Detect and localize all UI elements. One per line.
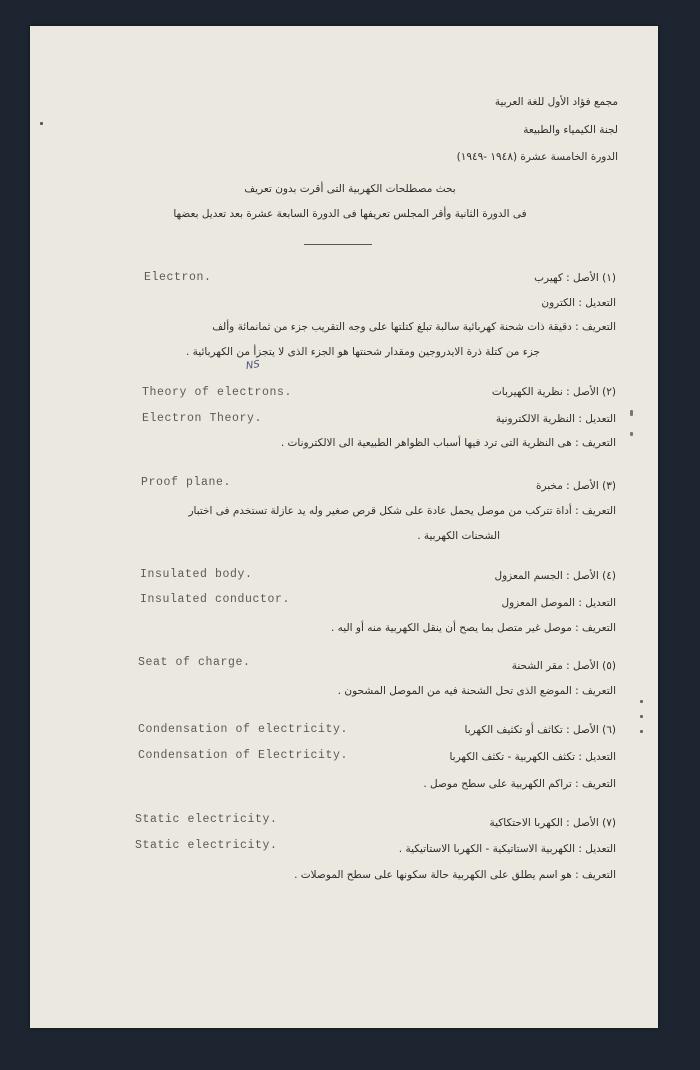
entry-heading: (٣) الأصل : مخبرة	[535, 480, 616, 492]
handwritten-note: NS	[245, 359, 261, 372]
english-term: Insulated conductor.	[140, 593, 291, 606]
entry-line: التعديل : الكترون	[541, 297, 616, 309]
document-title: بحث مصطلحات الكهربية التى أقرت بدون تعريف	[244, 183, 456, 195]
english-term: Seat of charge.	[138, 656, 251, 669]
session-line: الدورة الخامسة عشرة (١٩٤٨ -١٩٤٩)	[456, 151, 618, 163]
entry-line: التعديل : الكهربية الاستاتيكية - الكهربا الاستاتيكية .	[398, 843, 616, 855]
entry-line: التعريف : موصل غير متصل بما يصح أن ينقل الكهربية منه أو اليه .	[331, 622, 616, 634]
punch-mark	[640, 730, 643, 733]
entry-line: التعديل : النظرية الالكترونية	[495, 413, 616, 425]
entry-line: التعريف : هى النظرية التى ترد فيها أسباب الظواهر الطبيعية الى الالكترونات .	[280, 437, 616, 449]
entry-line: جزء من كتلة ذرة الايدروجين ومقدار شحنتها هو الجزء الذى لا يتجزأ من الكهربائية .	[185, 346, 540, 358]
title-divider	[304, 244, 372, 245]
english-term: Theory of electrons.	[142, 386, 293, 399]
entry-line: التعريف : تراكم الكهربية على سطح موصل .	[423, 778, 616, 790]
english-term: Static electricity.	[135, 839, 278, 852]
entry-heading: (٤) الأصل : الجسم المعزول	[494, 570, 616, 582]
punch-mark	[630, 410, 633, 416]
entry-heading: (٢) الأصل : نظرية الكهيربات	[491, 386, 616, 398]
english-term: Electron Theory.	[142, 412, 263, 425]
document-subtitle: فى الدورة الثانية وأقر المجلس تعريفها فى الدورة السابعة عشرة بعد تعديل بعضها	[173, 208, 527, 220]
english-term: Condensation of Electricity.	[138, 749, 349, 762]
entry-line: التعريف : دقيقة ذات شحنة كهربائية سالبة تبلغ كتلتها على وجه التقريب جزء من ثمانمائة وألف	[212, 321, 616, 333]
english-term: Electron.	[144, 271, 212, 284]
entry-heading: (١) الأصل : كهيرب	[534, 272, 616, 284]
entry-heading: (٦) الأصل : تكاثف أو تكثيف الكهربا	[464, 724, 616, 736]
punch-mark	[40, 122, 43, 125]
english-term: Insulated body.	[140, 568, 253, 581]
entry-heading: (٥) الأصل : مقر الشحنة	[511, 660, 616, 672]
entry-line: التعديل : تكثف الكهربية - تكثف الكهربا	[449, 751, 616, 763]
english-term: Proof plane.	[141, 476, 232, 489]
entry-line: التعريف : الموضع الذى تحل الشحنة فيه من الموصل المشحون .	[337, 685, 616, 697]
english-term: Condensation of electricity.	[138, 723, 349, 736]
entry-heading: (٧) الأصل : الكهربا الاحتكاكية	[489, 817, 616, 829]
committee-name: لجنة الكيمياء والطبيعة	[523, 124, 618, 136]
entry-line: التعديل : الموصل المعزول	[501, 597, 616, 609]
academy-name: مجمع فؤاد الأول للغة العربية	[494, 96, 618, 108]
entry-line: التعريف : أداة تتركب من موصل يحمل عادة على شكل قرص صغير وله يد عازلة تستخدم فى اختبار	[188, 505, 616, 517]
english-term: Static electricity.	[135, 813, 278, 826]
entry-line: التعريف : هو اسم يطلق على الكهربية حالة سكونها على سطح الموصلات .	[294, 869, 616, 881]
punch-mark	[640, 700, 643, 703]
entry-line: الشحنات الكهربية .	[417, 530, 500, 542]
punch-mark	[630, 432, 633, 436]
punch-mark	[640, 715, 643, 718]
